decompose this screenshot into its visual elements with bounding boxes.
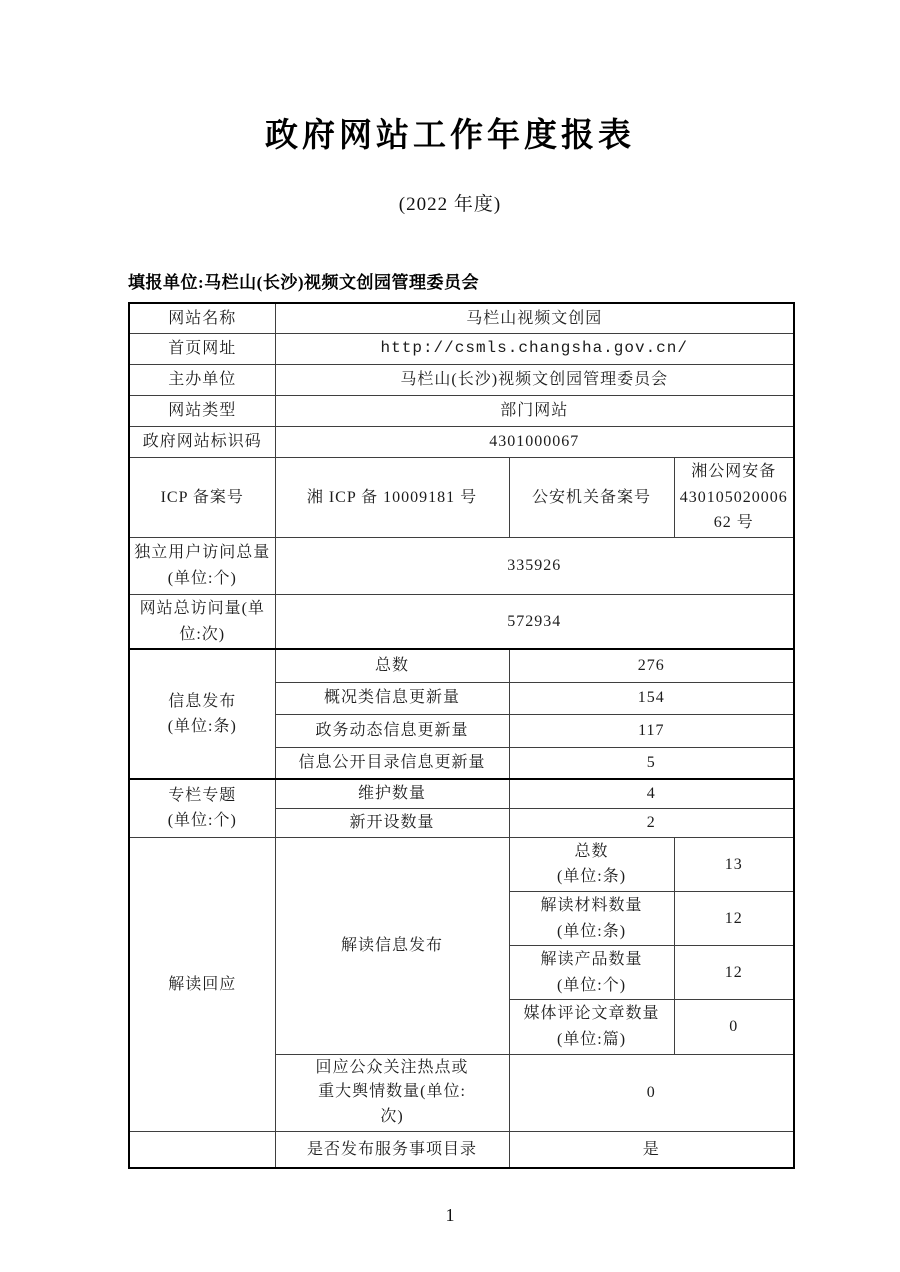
interp-materials-unit: (单位:条): [556, 922, 627, 940]
host-unit-label: 主办单位: [129, 365, 275, 396]
site-type-value: 部门网站: [275, 396, 794, 427]
interp-materials-value: 12: [674, 891, 794, 945]
unique-visitors-label: 独立用户访问总量(单位:个): [129, 538, 275, 595]
table-row-service-catalog: [129, 1132, 794, 1168]
interp-materials-label-text: 解读材料数量: [540, 896, 643, 914]
table-row-site-id-code: [129, 427, 794, 458]
interp-products-unit: (单位:个): [556, 976, 627, 994]
interp-media-label: [509, 1000, 674, 1054]
special-columns-label: 专栏专题: [168, 786, 237, 804]
interp-materials-label: [509, 891, 674, 945]
interp-total-value: 13: [674, 837, 794, 891]
info-overview-label: 概况类信息更新量: [275, 682, 509, 714]
security-filing-value: 湘公网安备 43010502000662 号: [674, 458, 794, 538]
interp-total-label-text: 总数: [574, 842, 609, 860]
homepage-url-label: 首页网址: [129, 334, 275, 365]
special-columns-unit: (单位:个): [167, 812, 237, 830]
security-filing-label: 公安机关备案号: [509, 458, 674, 538]
empty-cell: [129, 1132, 275, 1168]
reporting-unit-line: [128, 272, 900, 294]
site-name-value: 马栏山视频文创园: [275, 303, 794, 334]
hot-response-label-cell: [275, 1054, 509, 1132]
interpretation-publish-label: 解读信息发布: [275, 837, 509, 1054]
icp-filing-label: ICP 备案号: [129, 458, 275, 538]
info-publish-section-label: [129, 649, 275, 779]
interp-total-label: [509, 837, 674, 891]
service-catalog-value: 是: [509, 1132, 794, 1168]
info-catalog-label: 信息公开目录信息更新量: [275, 747, 509, 779]
total-visits-label: 网站总访问量(单位:次): [129, 595, 275, 650]
table-row-homepage-url: [129, 334, 794, 365]
interp-products-label-text: 解读产品数量: [540, 951, 643, 969]
interp-media-unit: (单位:篇): [556, 1030, 627, 1048]
interp-products-value: 12: [674, 946, 794, 1000]
columns-maintained-value: 4: [509, 779, 794, 808]
table-row-site-type: [129, 396, 794, 427]
info-overview-value: 154: [509, 682, 794, 714]
special-columns-section-label: [129, 779, 275, 837]
host-unit-value: 马栏山(长沙)视频文创园管理委员会: [275, 365, 794, 396]
interp-media-label-text: 媒体评论文章数量: [523, 1005, 660, 1023]
reporting-unit-label: 填报单位:: [128, 272, 205, 292]
icp-filing-value: 湘 ICP 备 10009181 号: [275, 458, 509, 538]
info-catalog-value: 5: [509, 747, 794, 779]
interpretation-section-label: 解读回应: [129, 837, 275, 1132]
service-catalog-label: 是否发布服务事项目录: [275, 1132, 509, 1168]
info-publish-unit: (单位:条): [167, 718, 237, 736]
page-title: 政府网站工作年度报表: [265, 116, 635, 153]
site-name-label: 网站名称: [129, 303, 275, 334]
site-id-code-label: 政府网站标识码: [129, 427, 275, 458]
info-publish-label: 信息发布: [168, 692, 237, 710]
hot-response-label: 回应公众关注热点或重大舆情数量(单位:次): [315, 1058, 469, 1126]
table-row-site-name: [129, 303, 794, 334]
table-row-unique-visitors: [129, 538, 794, 595]
interp-media-value: 0: [674, 1000, 794, 1054]
columns-new-label: 新开设数量: [275, 808, 509, 837]
columns-new-value: 2: [509, 808, 794, 837]
table-row-columns-maintained: [129, 779, 794, 808]
hot-response-value: 0: [509, 1054, 794, 1132]
homepage-url-value: http://csmls.changsha.gov.cn/: [275, 334, 794, 365]
table-row-info-total: [129, 649, 794, 682]
info-gov-news-value: 117: [509, 714, 794, 747]
reporting-unit-value: 马栏山(长沙)视频文创园管理委员会: [204, 272, 479, 292]
table-row-icp-filing: [129, 458, 794, 538]
table-row-host-unit: [129, 365, 794, 396]
table-row-interp-total: [129, 837, 794, 891]
info-total-value: 276: [509, 649, 794, 682]
total-visits-value: 572934: [275, 595, 794, 650]
interp-products-label: [509, 946, 674, 1000]
table-row-total-visits: [129, 595, 794, 650]
columns-maintained-label: 维护数量: [275, 779, 509, 808]
info-gov-news-label: 政务动态信息更新量: [275, 714, 509, 747]
unique-visitors-value: 335926: [275, 538, 794, 595]
info-total-label: 总数: [275, 649, 509, 682]
report-year-subtitle: (2022 年度): [398, 193, 502, 215]
page-number: 1: [445, 1204, 455, 1225]
site-id-code-value: 4301000067: [275, 427, 794, 458]
annual-report-table: [128, 302, 795, 1169]
interp-total-unit: (单位:条): [556, 868, 627, 886]
site-type-label: 网站类型: [129, 396, 275, 427]
